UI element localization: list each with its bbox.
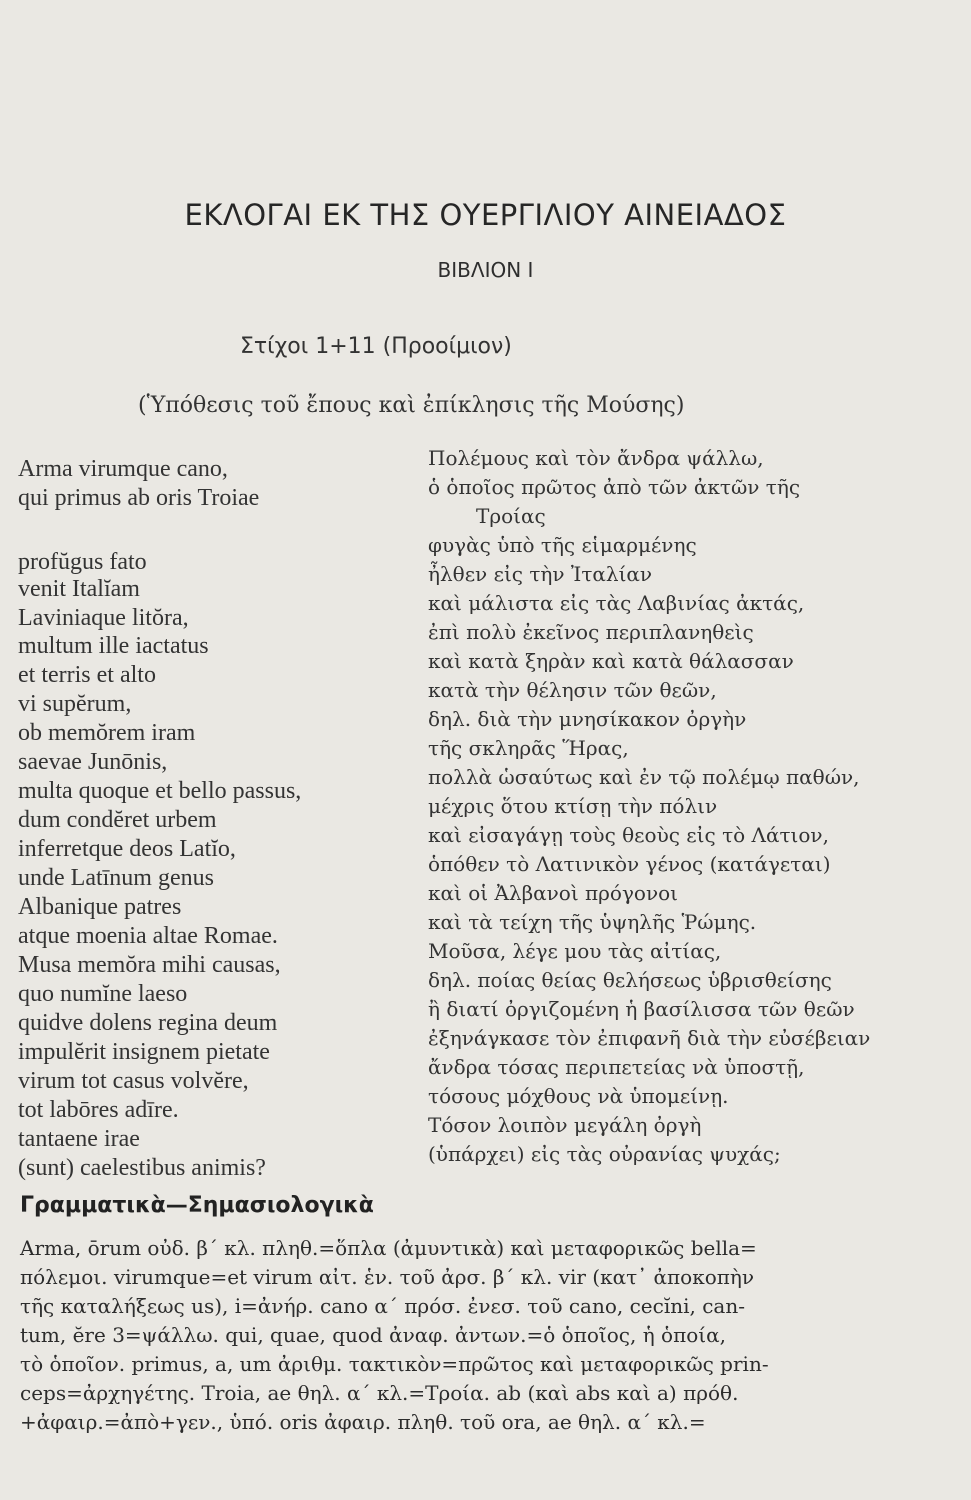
latin-line: multum ille iactatus (18, 633, 209, 659)
latin-line: impulĕrit insignem pietate (18, 1039, 270, 1065)
greek-line: ἄνδρα τόσας περιπετείας νὰ ὑποστῇ, (428, 1055, 805, 1079)
latin-line: tot labōres adīre. (18, 1097, 179, 1123)
greek-line: καὶ μάλιστα εἰς τὰς Λαβινίας ἀκτάς, (428, 591, 805, 615)
greek-line: καὶ οἱ Ἀλβανοὶ πρόγονοι (428, 881, 679, 905)
greek-line: ἦλθεν εἰς τὴν Ἰταλίαν (428, 562, 653, 586)
latin-line: quidve dolens regina deum (18, 1010, 278, 1036)
latin-line: ob memŏrem iram (18, 720, 196, 746)
latin-line: atque moenia altae Romae. (18, 923, 278, 949)
greek-line: δηλ. διὰ τὴν μνησίκακον ὀργὴν (428, 707, 747, 731)
grammar-line: tum, ĕre 3=ψάλλω. qui, quae, quod ἀναφ. ἀντων.=ὁ ὁποῖος, ἡ ὁποία, (20, 1323, 726, 1347)
latin-line: dum condĕret urbem (18, 807, 217, 833)
greek-line: κατὰ τὴν θέλησιν τῶν θεῶν, (428, 678, 717, 702)
verses-label: Στίχοι 1+11 (Προοίμιον) (240, 334, 512, 359)
latin-line: Laviniaque litŏra, (18, 605, 189, 631)
latin-line: virum tot casus volvĕre, (18, 1068, 249, 1094)
latin-line: Musa memŏra mihi causas, (18, 952, 281, 978)
greek-line: πολλὰ ὡσαύτως καὶ ἐν τῷ πολέμῳ παθών, (428, 765, 860, 789)
grammar-line: τῆς καταλήξεως us), i=ἀνήρ. cano α΄ πρόσ. ἐνεσ. τοῦ cano, cecĭni, can- (20, 1294, 745, 1318)
greek-line: Πολέμους καὶ τὸν ἄνδρα ψάλλω, (428, 446, 764, 470)
greek-line: τόσους μόχθους νὰ ὑπομείνῃ. (428, 1084, 729, 1108)
greek-line: ἢ διατί ὀργιζομένη ἡ βασίλισσα τῶν θεῶν (428, 997, 855, 1021)
latin-line: profŭgus fato (18, 549, 147, 575)
latin-line: Albanique patres (18, 894, 182, 920)
latin-line: inferretque deos Latĭo, (18, 836, 236, 862)
greek-line: καὶ τὰ τείχη τῆς ὑψηλῆς Ῥώμης. (428, 910, 757, 934)
latin-line: saevae Junōnis, (18, 749, 168, 775)
latin-line: (sunt) caelestibus animis? (18, 1155, 266, 1181)
hypothesis-label: (Ὑπόθεσις τοῦ ἔπους καὶ ἐπίκλησις τῆς Μούσης) (138, 393, 685, 418)
section-heading: Γραμματικὰ—Σημασιολογικὰ (20, 1193, 374, 1218)
grammar-line: ceps=ἀρχηγέτης. Troia, ae θηλ. α΄ κλ.=Τροία. ab (καὶ abs καὶ a) πρόθ. (20, 1381, 739, 1405)
book-label: ΒΙΒΛΙΟΝ Ι (437, 258, 534, 282)
latin-line: Arma virumque cano, (18, 456, 228, 482)
grammar-line: τὸ ὁποῖον. primus, a, um ἀριθμ. τακτικὸν=πρῶτος καὶ μεταφορικῶς prin- (20, 1352, 769, 1376)
page-title: ΕΚΛΟΓΑΙ ΕΚ ΤΗΣ ΟΥΕΡΓΙΛΙΟΥ ΑΙΝΕΙΑΔΟΣ (184, 198, 787, 232)
grammar-line: πόλεμοι. virumque=et virum αἰτ. ἑν. τοῦ ἀρσ. β΄ κλ. vir (κατ᾿ ἀποκοπὴν (20, 1265, 755, 1289)
latin-line: et terris et alto (18, 662, 156, 688)
latin-line: multa quoque et bello passus, (18, 778, 302, 804)
greek-line: τῆς σκληρᾶς Ἥρας, (428, 736, 629, 760)
greek-line: ἐξηνάγκασε τὸν ἐπιφανῆ διὰ τὴν εὐσέβειαν (428, 1026, 871, 1050)
latin-line: tantaene irae (18, 1126, 140, 1152)
grammar-line: Arma, ōrum οὐδ. β΄ κλ. πληθ.=ὅπλα (ἀμυντικὰ) καὶ μεταφορικῶς bella= (20, 1236, 757, 1260)
greek-line: καὶ κατὰ ξηρὰν καὶ κατὰ θάλασσαν (428, 649, 794, 673)
latin-line: vi supĕrum, (18, 691, 132, 717)
greek-line: ἐπὶ πολὺ ἐκεῖνος περιπλανηθεὶς (428, 620, 754, 644)
grammar-line: +ἀφαιρ.=ἀπὸ+γεν., ὑπό. oris ἀφαιρ. πληθ. τοῦ ora, ae θηλ. α΄ κλ.= (20, 1410, 706, 1434)
greek-line: καὶ εἰσαγάγῃ τοὺς θεοὺς εἰς τὸ Λάτιον, (428, 823, 829, 847)
latin-line: quo numĭne laeso (18, 981, 188, 1007)
greek-line: μέχρις ὅτου κτίσῃ τὴν πόλιν (428, 794, 718, 818)
greek-line: (ὑπάρχει) εἰς τὰς οὐρανίας ψυχάς; (428, 1142, 781, 1166)
greek-line: Μοῦσα, λέγε μου τὰς αἰτίας, (428, 939, 722, 963)
greek-line: ὁπόθεν τὸ Λατινικὸν γένος (κατάγεται) (428, 852, 831, 876)
greek-line: φυγὰς ὑπὸ τῆς εἱμαρμένης (428, 533, 697, 557)
greek-line: Τροίας (476, 504, 546, 528)
greek-line: δηλ. ποίας θείας θελήσεως ὑβρισθείσης (428, 968, 832, 992)
latin-line: venit Italĭam (18, 576, 140, 602)
latin-line: qui primus ab oris Troiae (18, 485, 260, 511)
latin-line: unde Latīnum genus (18, 865, 214, 891)
greek-line: ὁ ὁποῖος πρῶτος ἀπὸ τῶν ἀκτῶν τῆς (428, 475, 801, 499)
greek-line: Τόσον λοιπὸν μεγάλη ὀργὴ (428, 1113, 702, 1137)
